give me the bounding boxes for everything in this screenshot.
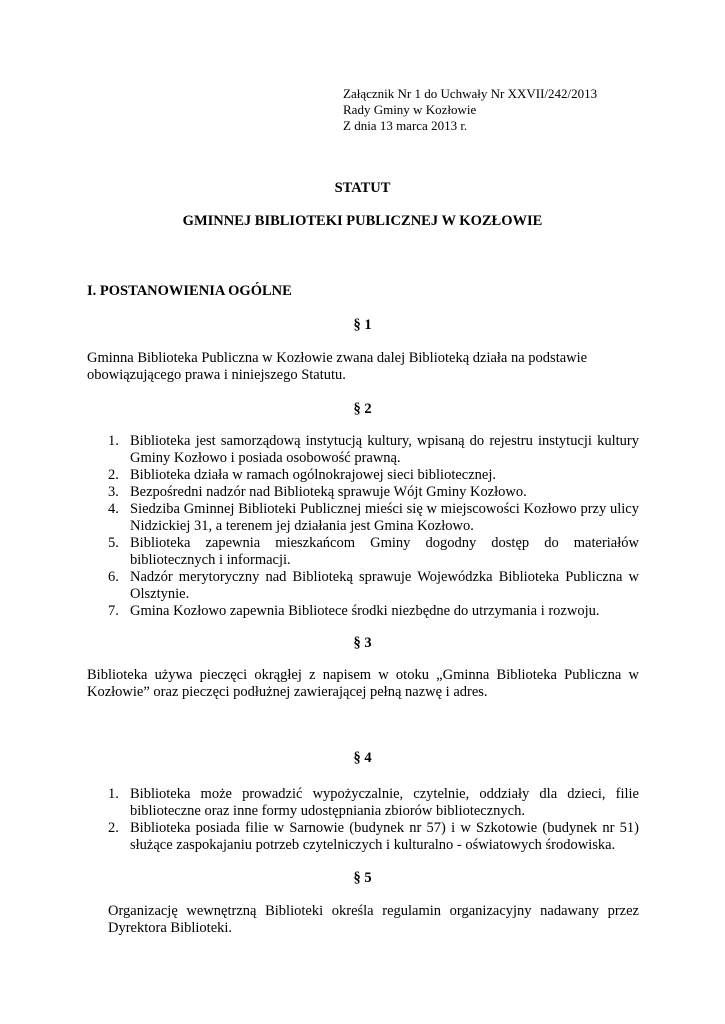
attachment-line-2: Rady Gminy w Kozłowie <box>343 102 477 117</box>
list-item <box>108 433 639 467</box>
list-item <box>108 820 639 854</box>
list-item <box>108 786 639 820</box>
list-item-text: Biblioteka jest samorządową instytucją kultury, wpisaną do rejestru instytucji kultury Gminy Kozłowo i posiada osobowość prawną. <box>130 433 639 466</box>
document-title: STATUT <box>334 180 391 196</box>
list-item-number: 3. <box>108 484 119 500</box>
list-item-number: 7. <box>108 603 119 619</box>
list-item <box>108 535 639 569</box>
list-item-text: Siedziba Gminnej Biblioteki Publicznej mieści się w miejscowości Kozłowo przy ulicy Nidzickiej 31, a terenem jej działania jest Gmina Kozłowo. <box>130 501 639 534</box>
paragraph-1-text: Gminna Biblioteka Publiczna w Kozłowie zwana dalej Biblioteką działa na podstawie obowiązującego prawa i niniejszego Statutu. <box>87 350 588 383</box>
attachment-line-1: Załącznik Nr 1 do Uchwały Nr XXVII/242/2013 <box>343 86 598 101</box>
paragraph-5-mark: § 5 <box>353 870 372 886</box>
list-item <box>108 603 639 620</box>
list-item-number: 5. <box>108 535 119 551</box>
list-item-text: Biblioteka działa w ramach ogólnokrajowej sieci bibliotecznej. <box>130 467 496 483</box>
paragraph-1-mark: § 1 <box>353 317 372 333</box>
section-heading: I. POSTANOWIENIA OGÓLNE <box>87 283 292 299</box>
list-item-text: Biblioteka może prowadzić wypożyczalnie, czytelnie, oddziały dla dzieci, filie biblioteczne oraz inne formy udostępniania zbiorów bibliotecznych. <box>130 786 639 819</box>
document-subtitle: GMINNEJ BIBLIOTEKI PUBLICZNEJ W KOZŁOWIE <box>182 213 543 229</box>
list-item-text: Biblioteka zapewnia mieszkańcom Gminy dogodny dostęp do materiałów bibliotecznych i informacji. <box>130 535 639 568</box>
paragraph-3-mark: § 3 <box>353 635 372 651</box>
paragraph-2-list <box>108 433 639 620</box>
list-item <box>108 484 639 501</box>
paragraph-2-mark: § 2 <box>353 401 372 417</box>
list-item-number: 6. <box>108 569 119 585</box>
attachment-note <box>343 86 597 134</box>
paragraph-5-text: Organizację wewnętrzną Biblioteki określa regulamin organizacyjny nadawany przez Dyrektora Biblioteki. <box>108 903 639 936</box>
list-item-number: 1. <box>108 786 119 802</box>
list-item-number: 2. <box>108 467 119 483</box>
list-item-text: Biblioteka posiada filie w Sarnowie (budynek nr 57) i w Szkotowie (budynek nr 51) służące zaspokajaniu potrzeb czytelniczych i kulturalno - oświatowych środowiska. <box>130 820 639 853</box>
list-item-number: 1. <box>108 433 119 449</box>
list-item-text: Bezpośredni nadzór nad Biblioteką sprawuje Wójt Gminy Kozłowo. <box>130 484 527 500</box>
list-item <box>108 467 639 484</box>
list-item-number: 4. <box>108 501 119 517</box>
list-item <box>108 501 639 535</box>
list-item-text: Gmina Kozłowo zapewnia Bibliotece środki niezbędne do utrzymania i rozwoju. <box>130 603 600 619</box>
list-item-text: Nadzór merytoryczny nad Biblioteką sprawuje Wojewódzka Biblioteka Publiczna w Olsztynie. <box>130 569 639 602</box>
paragraph-4-mark: § 4 <box>353 750 372 766</box>
list-item-number: 2. <box>108 820 119 836</box>
attachment-line-3: Z dnia 13 marca 2013 r. <box>343 118 468 133</box>
paragraph-3-text: Biblioteka używa pieczęci okrągłej z napisem w otoku „Gminna Biblioteka Publiczna w Kozłowie” oraz pieczęci podłużnej zawierającej pełną nazwę i adres. <box>87 667 639 700</box>
paragraph-4-list <box>108 786 639 854</box>
list-item <box>108 569 639 603</box>
